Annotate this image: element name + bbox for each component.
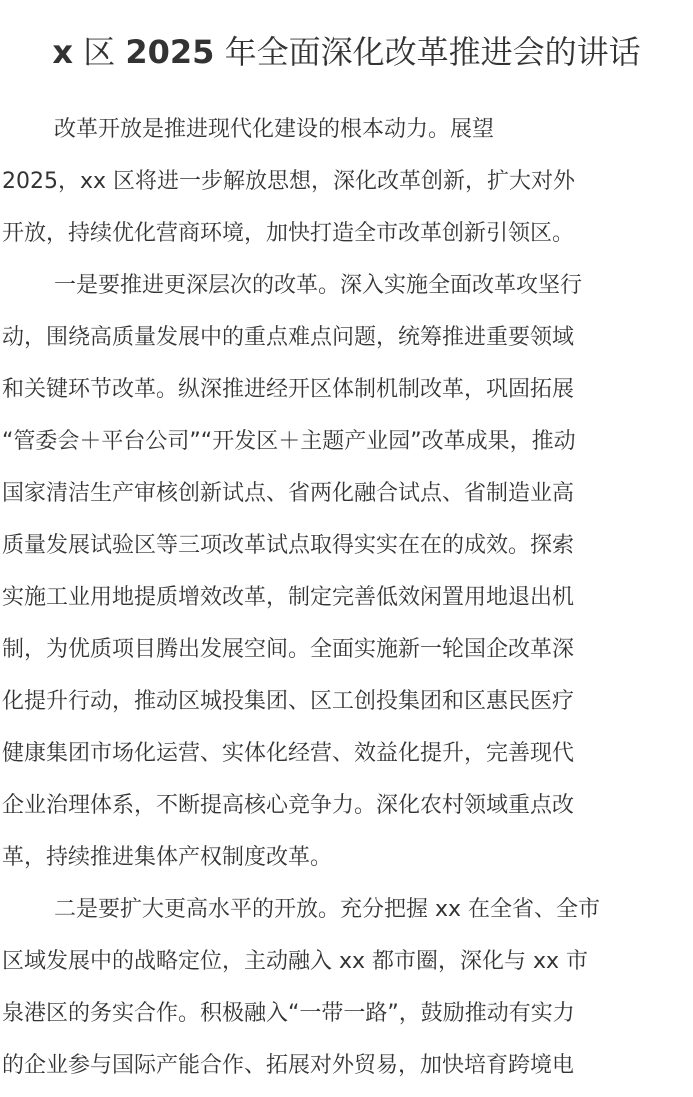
text-line-16: 二是要扩大更高水平的开放。充分把握 xx 在全省、全市 — [54, 897, 601, 922]
text-line-9: 质量发展试验区等三项改革试点取得实实在在的成效。探索 — [2, 533, 575, 558]
text-line-3: 开放，持续优化营商环境，加快打造全市改革创新引领区。 — [2, 221, 575, 246]
text-line-12: 化提升行动，推动区城投集团、区工创投集团和区惠民医疗 — [2, 689, 575, 714]
title-part-3: 2025 — [125, 33, 215, 71]
title-part-4: 年全面深化改革推进会的讲话 — [224, 33, 641, 71]
text-line-5: 动，围绕高质量发展中的重点难点问题，统筹推进重要领域 — [2, 325, 575, 350]
text-line-1: 改革开放是推进现代化建设的根本动力。展望 — [54, 117, 495, 142]
text-line-2: 2025，xx 区将进一步解放思想，深化改革创新，扩大对外 — [2, 169, 576, 194]
text-line-6: 和关键环节改革。纵深推进经开区体制机制改革，巩固拓展 — [2, 377, 575, 402]
text-line-10: 实施工业用地提质增效改革，制定完善低效闲置用地退出机 — [2, 585, 575, 610]
text-line-4: 一是要推进更深层次的改革。深入实施全面改革攻坚行 — [54, 273, 583, 298]
title-part-2: 区 — [83, 33, 116, 71]
title-part-1: x — [52, 33, 74, 71]
text-line-18: 泉港区的务实合作。积极融入“一带一路”，鼓励推动有实力 — [2, 1001, 575, 1026]
text-line-7: “管委会＋平台公司”“开发区＋主题产业园”改革成果，推动 — [2, 429, 576, 454]
text-line-15: 革，持续推进集体产权制度改革。 — [2, 845, 333, 870]
text-line-19: 的企业参与国际产能合作、拓展对外贸易，加快培育跨境电 — [2, 1053, 575, 1078]
document-body — [2, 104, 692, 1092]
text-line-14: 企业治理体系，不断提高核心竞争力。深化农村领域重点改 — [2, 793, 575, 818]
text-line-17: 区域发展中的战略定位，主动融入 xx 都市圈，深化与 xx 市 — [2, 949, 589, 974]
text-line-8: 国家清洁生产审核创新试点、省两化融合试点、省制造业高 — [2, 481, 575, 506]
text-line-11: 制，为优质项目腾出发展空间。全面实施新一轮国企改革深 — [2, 637, 575, 662]
text-line-13: 健康集团市场化运营、实体化经营、效益化提升，完善现代 — [2, 741, 575, 766]
document-title — [0, 26, 693, 78]
